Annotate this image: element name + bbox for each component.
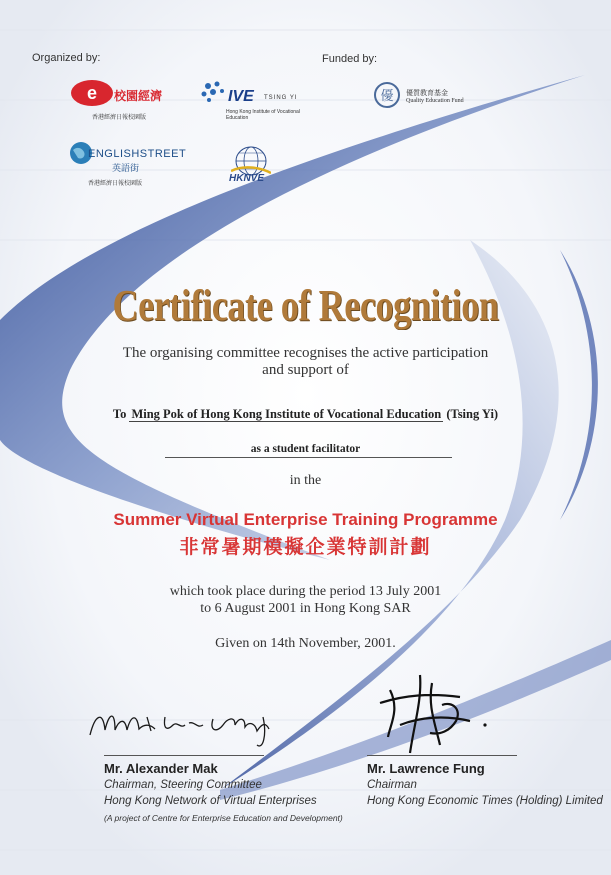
recipient-name: Ming Pok of Hong Kong Institute of Vocational Education — [131, 407, 442, 421]
left-signatory-org: Hong Kong Network of Virtual Enterprises — [104, 795, 317, 807]
ecampus-logo — [70, 78, 190, 123]
englishstreet-name: ENGLISHSTREET — [88, 148, 187, 160]
svg-text:e: e — [86, 83, 98, 103]
signature-lawrence-fung — [370, 665, 500, 760]
ive-suffix: TSING YI — [264, 95, 298, 101]
qef-logo — [372, 80, 502, 120]
certificate-title: Certificate of Recognition — [112, 281, 499, 330]
given-on-date: Given on 14th November, 2001. — [215, 636, 396, 651]
ive-logo — [200, 80, 320, 125]
programme-english: Summer Virtual Enterprise Training Programme — [113, 510, 498, 529]
recipient-line — [0, 407, 611, 422]
svg-text:優: 優 — [380, 89, 394, 104]
qef-name: Quality Education Fund — [406, 98, 464, 104]
ive-dots-icon — [200, 80, 230, 108]
hknve-name: HKNVE — [229, 173, 265, 184]
ecampus-e-icon — [70, 78, 116, 108]
recipient-prefix: To — [112, 407, 127, 421]
ive-name: IVE — [228, 88, 254, 105]
ive-subtitle: Hong Kong Institute of Vocational Education — [226, 109, 300, 121]
role-text: as a student facilitator — [250, 443, 361, 455]
left-signatory-note: (A project of Centre for Enterprise Education and Development) — [104, 813, 343, 823]
englishstreet-logo — [68, 140, 188, 190]
intro-line-2: and support of — [262, 362, 349, 378]
intro-line-1: The organising committee recognises the active participation — [122, 345, 489, 361]
qef-chinese: 優質教育基金 — [406, 89, 448, 97]
period-line-1: which took place during the period 13 July 2001 — [169, 584, 442, 599]
programme-chinese: 非常暑期模擬企業特訓計劃 — [179, 536, 432, 558]
right-signatory-org: Hong Kong Economic Times (Holding) Limited — [367, 795, 603, 807]
right-signatory-name: Mr. Lawrence Fung — [367, 761, 485, 776]
organized-by-label: Organized by: — [32, 52, 101, 64]
englishstreet-chinese: 英語街 — [112, 164, 140, 174]
left-signatory-name: Mr. Alexander Mak — [104, 761, 218, 776]
ecampus-subtitle: 香港經濟日報校園版 — [92, 114, 147, 121]
signature-alexander-mak — [85, 695, 295, 755]
hknve-logo — [225, 145, 295, 190]
englishstreet-subtitle: 香港經濟日報校園版 — [88, 180, 143, 187]
funded-by-label: Funded by: — [322, 53, 378, 65]
role-underline — [165, 457, 452, 458]
recipient-suffix: (Tsing Yi) — [446, 407, 499, 421]
signature-line-right — [367, 755, 517, 756]
left-signatory-title: Chairman, Steering Committee — [104, 779, 262, 791]
ecampus-name: 校園經濟 — [114, 89, 163, 103]
signature-line-left — [104, 755, 264, 756]
qef-emblem-icon — [372, 80, 402, 110]
in-the-text: in the — [289, 473, 322, 488]
right-signatory-title: Chairman — [367, 779, 417, 791]
period-line-2: to 6 August 2001 in Hong Kong SAR — [200, 601, 411, 616]
